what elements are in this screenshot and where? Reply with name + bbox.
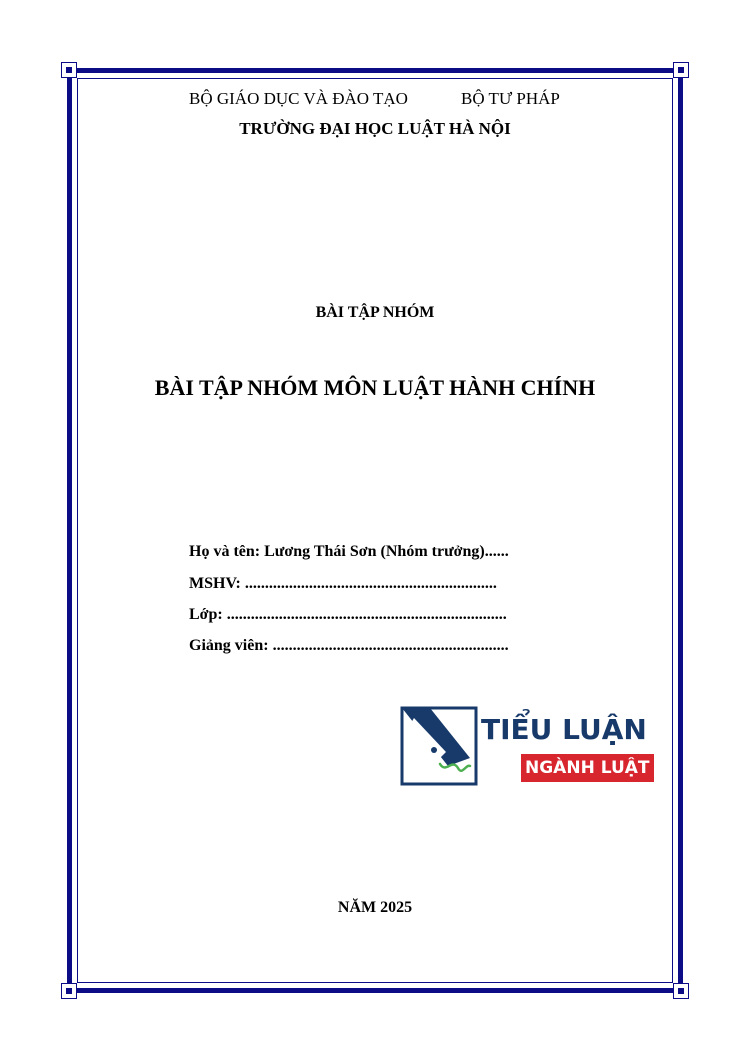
student-id-value: ............................................................... <box>240 575 497 592</box>
info-name-row <box>189 543 509 561</box>
tieu-luan-logo <box>400 706 650 786</box>
logo-title: TIỂU LUẬN <box>481 713 647 746</box>
university-name: TRƯỜNG ĐẠI HỌC LUẬT HÀ NỘI <box>239 119 511 138</box>
lecturer-label: Giảng viên: <box>189 637 269 654</box>
info-lecturer-row <box>189 637 509 655</box>
border-corner-top-left <box>61 62 77 78</box>
ministry-justice: BỘ TƯ PHÁP <box>461 89 560 108</box>
page-border-inner <box>77 78 673 983</box>
name-label: Họ và tên: <box>189 543 261 560</box>
border-corner-bottom-right <box>673 983 689 999</box>
border-corner-top-right <box>673 62 689 78</box>
border-corner-bottom-left <box>61 983 77 999</box>
info-student-id-row <box>189 575 497 593</box>
class-label: Lớp: <box>189 606 223 623</box>
name-value: Lương Thái Sơn <box>260 543 377 560</box>
document-title: BÀI TẬP NHÓM MÔN LUẬT HÀNH CHÍNH <box>154 375 596 400</box>
class-value: ...................................................................... <box>222 606 507 623</box>
lecturer-value: ........................................................... <box>268 637 509 654</box>
document-type: BÀI TẬP NHÓM <box>315 304 435 321</box>
logo-badge: NGÀNH LUẬT <box>521 754 654 782</box>
student-id-label: MSHV: <box>189 575 241 592</box>
fountain-pen-nib-icon <box>400 706 478 786</box>
ministry-education: BỘ GIÁO DỤC VÀ ĐÀO TẠO <box>189 89 408 108</box>
info-class-row <box>189 606 507 624</box>
name-note: (Nhóm trưởng)...... <box>376 543 509 560</box>
year: NĂM 2025 <box>337 899 413 916</box>
